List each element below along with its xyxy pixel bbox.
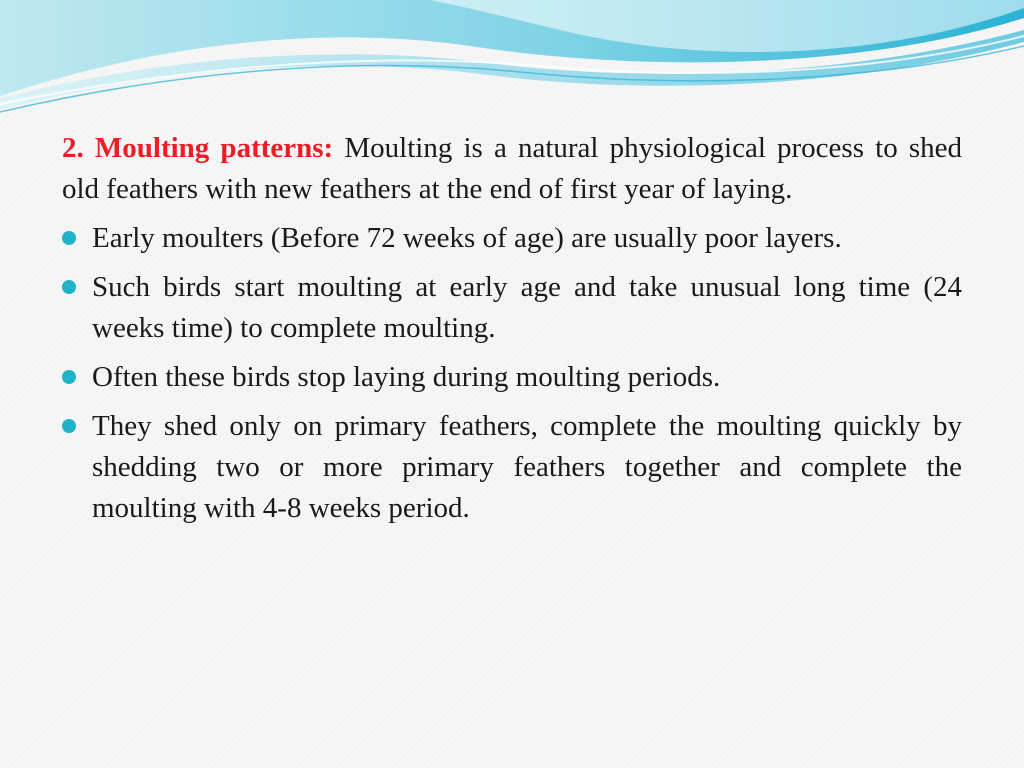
bullet-item-stop-laying bbox=[62, 357, 962, 398]
bullet-text: Early moulters (Before 72 weeks of age) are usually poor layers. bbox=[92, 222, 842, 254]
bullet-item-primary-feathers bbox=[62, 406, 962, 529]
bullet-text: Often these birds stop laying during moulting periods. bbox=[92, 361, 721, 393]
intro-text: Moulting is a natural physiological process to shed old feathers with new feathers at the end of first year of laying. bbox=[62, 132, 962, 205]
section-heading: 2. Moulting patterns: bbox=[62, 132, 334, 164]
bullet-dot-icon bbox=[62, 419, 76, 433]
bullet-item-early-age bbox=[62, 267, 962, 349]
bullet-dot-icon bbox=[62, 370, 76, 384]
slide-content bbox=[62, 128, 962, 537]
bullet-dot-icon bbox=[62, 280, 76, 294]
bullet-dot-icon bbox=[62, 231, 76, 245]
bullet-text: They shed only on primary feathers, complete the moulting quickly by shedding two or more primary feathers together and complete the moulting with 4-8 weeks period. bbox=[92, 410, 962, 524]
bullet-text: Such birds start moulting at early age and take unusual long time (24 weeks time) to complete moulting. bbox=[92, 271, 962, 344]
bullet-item-early-moulters bbox=[62, 218, 962, 259]
intro-paragraph bbox=[62, 128, 962, 210]
header-wave-decoration bbox=[0, 0, 1024, 120]
bullet-list bbox=[62, 218, 962, 529]
